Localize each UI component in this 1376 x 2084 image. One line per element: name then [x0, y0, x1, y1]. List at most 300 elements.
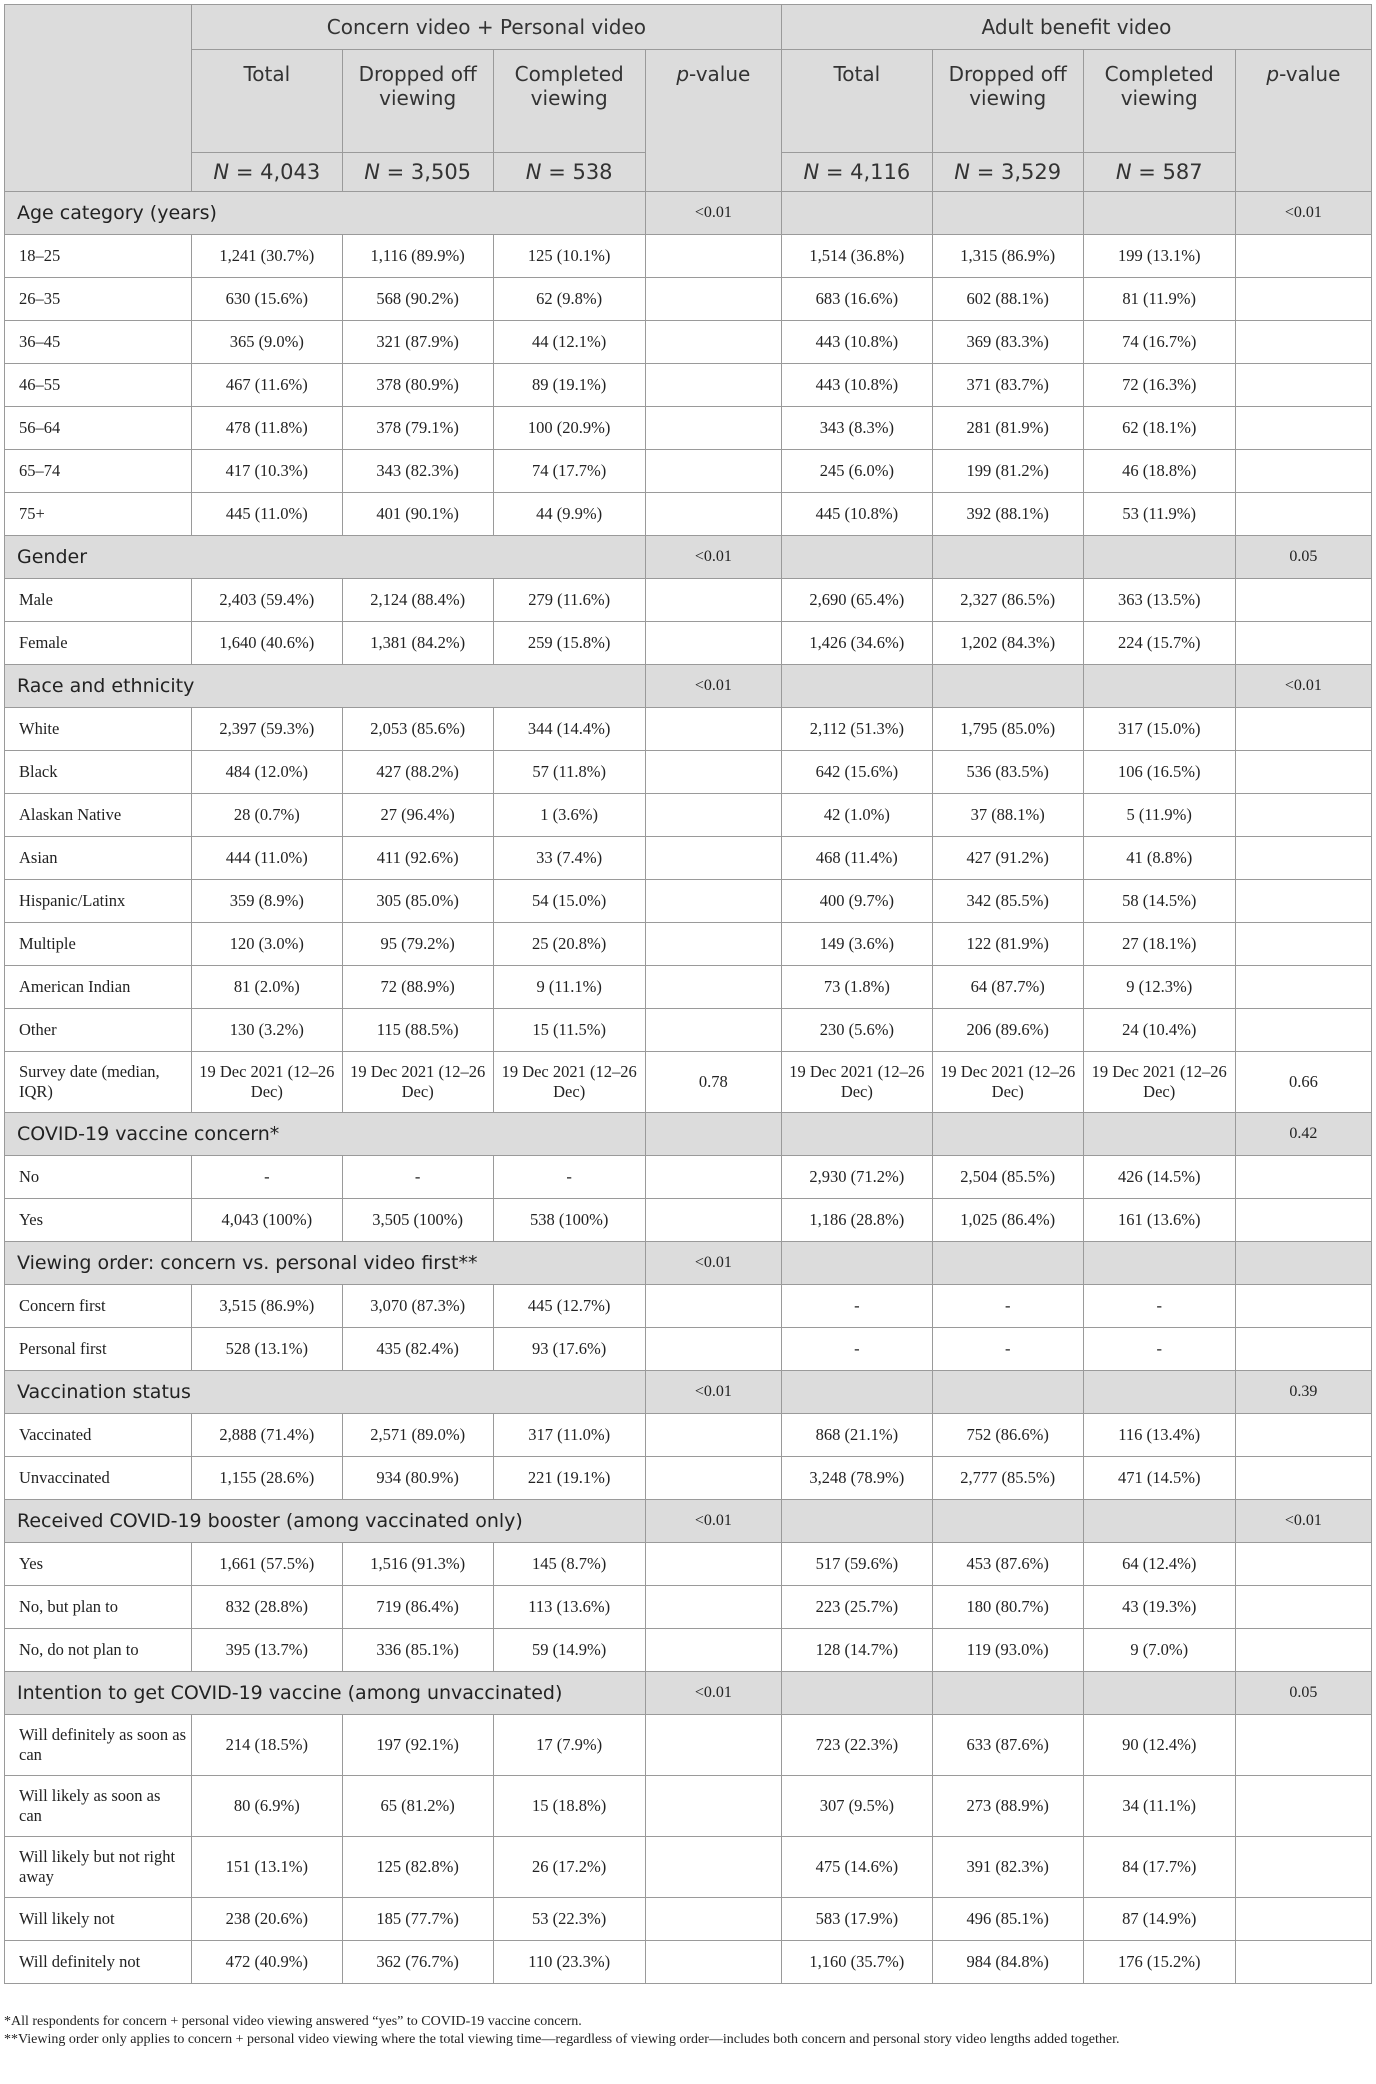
section-label: Intention to get COVID-19 vaccine (among unvaccinated) — [5, 1672, 646, 1715]
section-label: Gender — [5, 536, 646, 579]
table-cell: 44 (9.9%) — [493, 493, 645, 536]
table-cell: 151 (13.1%) — [191, 1837, 342, 1898]
col-completed-1: Completed viewing — [493, 50, 645, 153]
table-cell: 89 (19.1%) — [493, 364, 645, 407]
table-cell — [645, 407, 781, 450]
table-cell: 2,777 (85.5%) — [932, 1457, 1083, 1500]
table-cell — [1235, 1199, 1371, 1242]
table-cell: 401 (90.1%) — [342, 493, 493, 536]
row-label: 75+ — [5, 493, 192, 536]
table-cell: 65 (81.2%) — [342, 1776, 493, 1837]
row-label: No, but plan to — [5, 1586, 192, 1629]
table-row — [5, 1629, 1372, 1672]
row-label: Will definitely not — [5, 1941, 192, 1984]
section-header-row — [5, 1242, 1372, 1285]
table-cell: 5 (11.9%) — [1083, 794, 1235, 837]
table-cell: 484 (12.0%) — [191, 751, 342, 794]
section-blank-cell — [932, 1113, 1083, 1156]
section-pvalue-2: 0.42 — [1235, 1113, 1371, 1156]
table-cell: 1,155 (28.6%) — [191, 1457, 342, 1500]
table-cell: - — [932, 1328, 1083, 1371]
row-label: Personal first — [5, 1328, 192, 1371]
table-cell: 64 (87.7%) — [932, 966, 1083, 1009]
table-cell: 19 Dec 2021 (12–26 Dec) — [493, 1052, 645, 1113]
table-cell: 317 (15.0%) — [1083, 708, 1235, 751]
table-cell: 185 (77.7%) — [342, 1898, 493, 1941]
table-cell: 199 (13.1%) — [1083, 235, 1235, 278]
table-cell: 468 (11.4%) — [781, 837, 932, 880]
section-blank-cell — [932, 1242, 1083, 1285]
table-row — [5, 622, 1372, 665]
table-cell: 72 (88.9%) — [342, 966, 493, 1009]
table-cell: - — [1083, 1285, 1235, 1328]
table-cell: 100 (20.9%) — [493, 407, 645, 450]
table-cell: 25 (20.8%) — [493, 923, 645, 966]
row-label: Yes — [5, 1543, 192, 1586]
table-cell: 472 (40.9%) — [191, 1941, 342, 1984]
table-cell: 180 (80.7%) — [932, 1586, 1083, 1629]
section-blank-cell — [1083, 1672, 1235, 1715]
table-cell: 723 (22.3%) — [781, 1715, 932, 1776]
table-cell: 58 (14.5%) — [1083, 880, 1235, 923]
section-blank-cell — [781, 665, 932, 708]
row-label: 65–74 — [5, 450, 192, 493]
section-blank-cell — [1083, 665, 1235, 708]
footnote-2: **Viewing order only applies to concern + personal video viewing where the total viewing time—regardless of viewing order—includes both concern and personal story video lengths added together. — [4, 2032, 1120, 2047]
table-cell: 149 (3.6%) — [781, 923, 932, 966]
table-cell: 1,186 (28.8%) — [781, 1199, 932, 1242]
row-label: Unvaccinated — [5, 1457, 192, 1500]
table-row — [5, 1543, 1372, 1586]
table-cell: 411 (92.6%) — [342, 837, 493, 880]
table-row — [5, 1715, 1372, 1776]
table-cell — [1235, 278, 1371, 321]
section-blank-cell — [932, 1500, 1083, 1543]
table-cell: 427 (91.2%) — [932, 837, 1083, 880]
table-row — [5, 1941, 1372, 1984]
table-cell — [645, 966, 781, 1009]
table-cell: 74 (16.7%) — [1083, 321, 1235, 364]
table-cell: 3,070 (87.3%) — [342, 1285, 493, 1328]
table-cell — [645, 708, 781, 751]
table-row — [5, 1898, 1372, 1941]
table-cell: 279 (11.6%) — [493, 579, 645, 622]
table-row — [5, 1156, 1372, 1199]
table-cell: 72 (16.3%) — [1083, 364, 1235, 407]
table-cell: 602 (88.1%) — [932, 278, 1083, 321]
table-row — [5, 1199, 1372, 1242]
table-cell — [645, 1457, 781, 1500]
table-cell: 53 (22.3%) — [493, 1898, 645, 1941]
section-blank-cell — [781, 536, 932, 579]
row-label: Alaskan Native — [5, 794, 192, 837]
section-blank-cell — [1083, 1371, 1235, 1414]
table-cell: 90 (12.4%) — [1083, 1715, 1235, 1776]
section-blank-cell — [932, 192, 1083, 235]
table-cell — [1235, 407, 1371, 450]
table-row — [5, 407, 1372, 450]
table-cell — [1235, 1457, 1371, 1500]
table-cell: 95 (79.2%) — [342, 923, 493, 966]
row-label: 46–55 — [5, 364, 192, 407]
table-cell: 130 (3.2%) — [191, 1009, 342, 1052]
table-cell — [1235, 1414, 1371, 1457]
table-cell — [1235, 1898, 1371, 1941]
table-cell: 321 (87.9%) — [342, 321, 493, 364]
section-pvalue-2: 0.05 — [1235, 1672, 1371, 1715]
table-cell: 2,327 (86.5%) — [932, 579, 1083, 622]
table-cell — [1235, 321, 1371, 364]
table-cell: 1,202 (84.3%) — [932, 622, 1083, 665]
n-g2-dropped: N = 3,529 — [932, 153, 1083, 192]
table-cell: 273 (88.9%) — [932, 1776, 1083, 1837]
table-cell: 343 (8.3%) — [781, 407, 932, 450]
table-cell: 245 (6.0%) — [781, 450, 932, 493]
table-cell: 44 (12.1%) — [493, 321, 645, 364]
section-pvalue-1: <0.01 — [645, 1371, 781, 1414]
table-cell: 444 (11.0%) — [191, 837, 342, 880]
table-cell — [645, 450, 781, 493]
table-row — [5, 923, 1372, 966]
table-cell: 371 (83.7%) — [932, 364, 1083, 407]
table-cell: 426 (14.5%) — [1083, 1156, 1235, 1199]
section-blank-cell — [932, 1371, 1083, 1414]
table-cell: 41 (8.8%) — [1083, 837, 1235, 880]
table-cell — [645, 622, 781, 665]
table-cell: 64 (12.4%) — [1083, 1543, 1235, 1586]
section-pvalue-1 — [645, 1113, 781, 1156]
table-cell: 206 (89.6%) — [932, 1009, 1083, 1052]
table-cell — [645, 751, 781, 794]
table-cell: 496 (85.1%) — [932, 1898, 1083, 1941]
table-cell: 34 (11.1%) — [1083, 1776, 1235, 1837]
table-cell — [1235, 966, 1371, 1009]
table-cell: 365 (9.0%) — [191, 321, 342, 364]
table-cell: 27 (18.1%) — [1083, 923, 1235, 966]
table-cell: 119 (93.0%) — [932, 1629, 1083, 1672]
row-label: 36–45 — [5, 321, 192, 364]
table-cell — [1235, 1629, 1371, 1672]
section-blank-cell — [781, 1672, 932, 1715]
table-cell: 307 (9.5%) — [781, 1776, 932, 1837]
table-cell: 2,504 (85.5%) — [932, 1156, 1083, 1199]
table-row — [5, 1052, 1372, 1113]
table-cell — [1235, 837, 1371, 880]
table-cell: 81 (11.9%) — [1083, 278, 1235, 321]
section-label: COVID-19 vaccine concern* — [5, 1113, 646, 1156]
table-cell: 0.66 — [1235, 1052, 1371, 1113]
table-cell: 583 (17.9%) — [781, 1898, 932, 1941]
table-cell: 471 (14.5%) — [1083, 1457, 1235, 1500]
section-blank-cell — [781, 1371, 932, 1414]
row-label: 18–25 — [5, 235, 192, 278]
table-row — [5, 751, 1372, 794]
col-completed-2: Completed viewing — [1083, 50, 1235, 153]
table-cell: 343 (82.3%) — [342, 450, 493, 493]
table-cell: 54 (15.0%) — [493, 880, 645, 923]
row-label: Will likely as soon as can — [5, 1776, 192, 1837]
section-pvalue-2: <0.01 — [1235, 1500, 1371, 1543]
table-cell: 445 (12.7%) — [493, 1285, 645, 1328]
section-pvalue-2: <0.01 — [1235, 192, 1371, 235]
table-cell: 1,516 (91.3%) — [342, 1543, 493, 1586]
table-cell: 395 (13.7%) — [191, 1629, 342, 1672]
table-cell: 443 (10.8%) — [781, 364, 932, 407]
table-cell: 1,381 (84.2%) — [342, 622, 493, 665]
section-label: Viewing order: concern vs. personal video first** — [5, 1242, 646, 1285]
row-label: Will definitely as soon as can — [5, 1715, 192, 1776]
table-cell: 27 (96.4%) — [342, 794, 493, 837]
table-cell: 46 (18.8%) — [1083, 450, 1235, 493]
table-cell: 832 (28.8%) — [191, 1586, 342, 1629]
table-cell: 719 (86.4%) — [342, 1586, 493, 1629]
table-cell: 19 Dec 2021 (12–26 Dec) — [781, 1052, 932, 1113]
table-cell: 1 (3.6%) — [493, 794, 645, 837]
table-cell: 344 (14.4%) — [493, 708, 645, 751]
row-label: Other — [5, 1009, 192, 1052]
table-cell: 4,043 (100%) — [191, 1199, 342, 1242]
pvalue-label: p-value — [676, 62, 751, 86]
table-cell: 145 (8.7%) — [493, 1543, 645, 1586]
table-cell — [1235, 579, 1371, 622]
table-body — [5, 192, 1372, 1984]
table-cell: 197 (92.1%) — [342, 1715, 493, 1776]
n-g1-completed: N = 538 — [493, 153, 645, 192]
row-label: Black — [5, 751, 192, 794]
table-cell — [645, 1776, 781, 1837]
table-cell: - — [1083, 1328, 1235, 1371]
table-cell: - — [191, 1156, 342, 1199]
table-cell — [1235, 751, 1371, 794]
table-cell — [1235, 1543, 1371, 1586]
table-cell: 417 (10.3%) — [191, 450, 342, 493]
table-cell: 2,888 (71.4%) — [191, 1414, 342, 1457]
table-cell — [1235, 364, 1371, 407]
table-cell: 128 (14.7%) — [781, 1629, 932, 1672]
row-label: Male — [5, 579, 192, 622]
table-cell — [645, 1543, 781, 1586]
section-pvalue-2: 0.05 — [1235, 536, 1371, 579]
table-cell — [645, 1328, 781, 1371]
table-cell — [1235, 235, 1371, 278]
table-cell — [1235, 493, 1371, 536]
table-cell — [1235, 880, 1371, 923]
table-cell: 362 (76.7%) — [342, 1941, 493, 1984]
section-blank-cell — [1083, 1113, 1235, 1156]
table-cell — [645, 1009, 781, 1052]
table-cell — [645, 1837, 781, 1898]
table-row — [5, 794, 1372, 837]
table-cell: 467 (11.6%) — [191, 364, 342, 407]
table-cell — [1235, 923, 1371, 966]
table-cell: 224 (15.7%) — [1083, 622, 1235, 665]
table-cell: 1,426 (34.6%) — [781, 622, 932, 665]
table-cell: 3,248 (78.9%) — [781, 1457, 932, 1500]
table-cell: 17 (7.9%) — [493, 1715, 645, 1776]
table-cell: 2,930 (71.2%) — [781, 1156, 932, 1199]
table-cell — [1235, 1941, 1371, 1984]
table-cell: 2,112 (51.3%) — [781, 708, 932, 751]
table-cell: 752 (86.6%) — [932, 1414, 1083, 1457]
section-label: Race and ethnicity — [5, 665, 646, 708]
table-header — [5, 5, 1372, 192]
table-cell: 538 (100%) — [493, 1199, 645, 1242]
table-cell: 84 (17.7%) — [1083, 1837, 1235, 1898]
row-label: Will likely but not right away — [5, 1837, 192, 1898]
table-cell: 28 (0.7%) — [191, 794, 342, 837]
table-cell: 517 (59.6%) — [781, 1543, 932, 1586]
header-stub — [5, 5, 192, 192]
group-header-adult-benefit: Adult benefit video — [781, 5, 1371, 50]
table-row — [5, 1586, 1372, 1629]
table-cell: 1,315 (86.9%) — [932, 235, 1083, 278]
section-header-row — [5, 1500, 1372, 1543]
table-cell — [1235, 1837, 1371, 1898]
section-header-row — [5, 1371, 1372, 1414]
table-cell — [645, 923, 781, 966]
table-cell: 1,241 (30.7%) — [191, 235, 342, 278]
table-cell: 2,571 (89.0%) — [342, 1414, 493, 1457]
table-row — [5, 450, 1372, 493]
row-label: Concern first — [5, 1285, 192, 1328]
section-pvalue-1: <0.01 — [645, 1672, 781, 1715]
table-cell — [645, 1898, 781, 1941]
section-pvalue-2 — [1235, 1242, 1371, 1285]
table-cell — [645, 1199, 781, 1242]
table-cell: 2,690 (65.4%) — [781, 579, 932, 622]
section-blank-cell — [1083, 536, 1235, 579]
pvalue-label: p-value — [1266, 62, 1341, 86]
table-cell: 683 (16.6%) — [781, 278, 932, 321]
table-cell: 1,025 (86.4%) — [932, 1199, 1083, 1242]
table-cell: 453 (87.6%) — [932, 1543, 1083, 1586]
table-cell: 81 (2.0%) — [191, 966, 342, 1009]
row-label: Yes — [5, 1199, 192, 1242]
table-cell: 445 (11.0%) — [191, 493, 342, 536]
table-cell: 363 (13.5%) — [1083, 579, 1235, 622]
table-cell: 15 (11.5%) — [493, 1009, 645, 1052]
table-cell: 106 (16.5%) — [1083, 751, 1235, 794]
table-cell: 642 (15.6%) — [781, 751, 932, 794]
row-label: Multiple — [5, 923, 192, 966]
section-blank-cell — [932, 1672, 1083, 1715]
section-pvalue-1: <0.01 — [645, 1242, 781, 1285]
table-cell: 475 (14.6%) — [781, 1837, 932, 1898]
table-cell: 176 (15.2%) — [1083, 1941, 1235, 1984]
table-cell: 984 (84.8%) — [932, 1941, 1083, 1984]
table-cell: 359 (8.9%) — [191, 880, 342, 923]
table-cell: 1,514 (36.8%) — [781, 235, 932, 278]
table-cell: 110 (23.3%) — [493, 1941, 645, 1984]
section-header-row — [5, 192, 1372, 235]
table-cell: 221 (19.1%) — [493, 1457, 645, 1500]
table-cell: 74 (17.7%) — [493, 450, 645, 493]
table-cell: 1,160 (35.7%) — [781, 1941, 932, 1984]
table-cell: 2,397 (59.3%) — [191, 708, 342, 751]
table-cell: 445 (10.8%) — [781, 493, 932, 536]
section-pvalue-1: <0.01 — [645, 1500, 781, 1543]
table-cell: 62 (9.8%) — [493, 278, 645, 321]
row-label: White — [5, 708, 192, 751]
table-cell — [645, 1715, 781, 1776]
table-cell: 87 (14.9%) — [1083, 1898, 1235, 1941]
table-row — [5, 1414, 1372, 1457]
table-row — [5, 966, 1372, 1009]
table-cell: 62 (18.1%) — [1083, 407, 1235, 450]
table-cell: - — [781, 1328, 932, 1371]
section-pvalue-2: <0.01 — [1235, 665, 1371, 708]
table-cell — [645, 1285, 781, 1328]
table-cell: - — [342, 1156, 493, 1199]
table-cell: 536 (83.5%) — [932, 751, 1083, 794]
table-cell: 238 (20.6%) — [191, 1898, 342, 1941]
section-blank-cell — [1083, 1242, 1235, 1285]
table-row — [5, 880, 1372, 923]
table-cell — [1235, 1586, 1371, 1629]
col-pvalue-1 — [645, 50, 781, 192]
table-cell: 113 (13.6%) — [493, 1586, 645, 1629]
table-cell: 427 (88.2%) — [342, 751, 493, 794]
table-cell — [645, 1941, 781, 1984]
row-label: 26–35 — [5, 278, 192, 321]
table-cell: 868 (21.1%) — [781, 1414, 932, 1457]
table-cell: 9 (7.0%) — [1083, 1629, 1235, 1672]
table-cell: 478 (11.8%) — [191, 407, 342, 450]
table-cell — [645, 794, 781, 837]
row-label: Hispanic/Latinx — [5, 880, 192, 923]
table-cell: 19 Dec 2021 (12–26 Dec) — [191, 1052, 342, 1113]
table-cell: 93 (17.6%) — [493, 1328, 645, 1371]
table-cell: 336 (85.1%) — [342, 1629, 493, 1672]
table-cell: 9 (11.1%) — [493, 966, 645, 1009]
table-row — [5, 321, 1372, 364]
section-header-row — [5, 536, 1372, 579]
table-cell: 33 (7.4%) — [493, 837, 645, 880]
n-g2-completed: N = 587 — [1083, 153, 1235, 192]
table-cell: 1,640 (40.6%) — [191, 622, 342, 665]
table-cell: 116 (13.4%) — [1083, 1414, 1235, 1457]
section-blank-cell — [781, 1500, 932, 1543]
table-row — [5, 579, 1372, 622]
n-g2-total: N = 4,116 — [781, 153, 932, 192]
table-cell: 230 (5.6%) — [781, 1009, 932, 1052]
table-cell: 443 (10.8%) — [781, 321, 932, 364]
table-cell: 53 (11.9%) — [1083, 493, 1235, 536]
n-g1-dropped: N = 3,505 — [342, 153, 493, 192]
table-row — [5, 708, 1372, 751]
table-cell — [645, 235, 781, 278]
table-cell: 1,661 (57.5%) — [191, 1543, 342, 1586]
table-cell — [1235, 1009, 1371, 1052]
table-cell — [1235, 1285, 1371, 1328]
section-blank-cell — [1083, 192, 1235, 235]
table-row — [5, 1328, 1372, 1371]
table-cell: 125 (82.8%) — [342, 1837, 493, 1898]
table-cell: 15 (18.8%) — [493, 1776, 645, 1837]
row-label: American Indian — [5, 966, 192, 1009]
table-cell: 19 Dec 2021 (12–26 Dec) — [1083, 1052, 1235, 1113]
table-cell: 317 (11.0%) — [493, 1414, 645, 1457]
table-cell — [645, 1156, 781, 1199]
table-cell: 73 (1.8%) — [781, 966, 932, 1009]
table-cell: 122 (81.9%) — [932, 923, 1083, 966]
row-label: No, do not plan to — [5, 1629, 192, 1672]
table-row — [5, 1457, 1372, 1500]
table-cell: 378 (80.9%) — [342, 364, 493, 407]
table-cell: 57 (11.8%) — [493, 751, 645, 794]
table-cell — [645, 837, 781, 880]
table-cell: 9 (12.3%) — [1083, 966, 1235, 1009]
